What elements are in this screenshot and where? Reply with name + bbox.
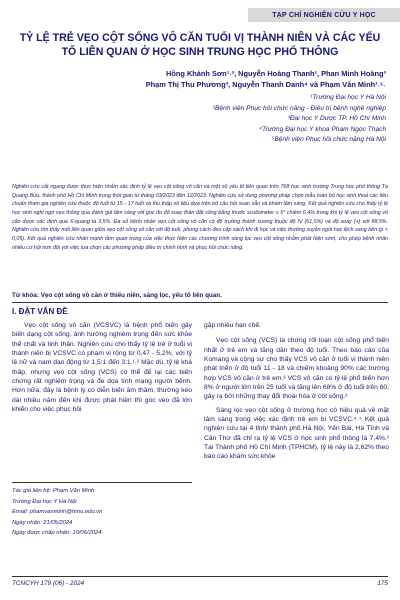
- article-title: TỶ LỆ TRẺ VẸO CỘT SỐNG VÔ CĂN TUỔI VỊ THÀNH NIÊN VÀ CÁC YẾU TỐ LIÊN QUAN Ở HỌC SINH TRUNG HỌC PHỔ THÔNG: [19, 32, 381, 58]
- corresponding-institution: Trường Đại học Y Hà Nội: [12, 498, 77, 505]
- body-paragraph: Vẹo cột sống (VCS) là chứng rối loạn cột sống phổ biến nhất ở trẻ em và tăng dần theo độ tuổi. Theo báo cáo của Komang và cộng sự cho thấy VCS vô căn ở tuổi vị thành niên phát triển ở độ tuổi 11 - 18 và chiếm khoảng 90% các trường hợp VCS vô căn ở trẻ em.³ VCS vô căn có tỷ lệ phổ biến hơn 8% ở người lớn trên 25 tuổi và tăng lên 68% ở độ tuổi trên 60, gây ra bởi những thay đổi thoái hóa ở cột sống.³: [204, 337, 389, 401]
- affiliation-item: ¹Trường Đại học Y Hà Nội: [310, 94, 386, 101]
- correspondence-box: [12, 482, 192, 539]
- body-continuation: gặp nhiều hạn chế.: [204, 322, 261, 329]
- left-column: [12, 321, 192, 414]
- corresponding-email: Email: phamvanminh@hmu.edu.vn: [12, 509, 103, 515]
- affiliation-item: ⁵Bệnh viện Phục hồi chức năng Hà Nội: [271, 136, 386, 143]
- accepted-date: Ngày được chấp nhận: 10/06/2024: [12, 530, 102, 536]
- affiliation-item: ²Bệnh viện Phục hồi chức năng - Điều trị bệnh nghề nghiệp: [212, 104, 386, 112]
- author-list: [26, 68, 386, 90]
- received-date: Ngày nhận: 21/05/2024: [12, 519, 73, 526]
- abstract-text: Nghiên cứu cắt ngang được thực hiện nhằm xác định tỷ lệ vẹo cột sống vô căn và một số yếu tố liên quan trên 768 học sinh trường Trung học phổ thông Tạ Quang Bửu, thành phố Hồ Chí Minh trong thời gian từ tháng 03/2023 đến 12/2023. Nghiên cứu sử dụng phương pháp chọn mẫu toàn bộ học sinh thoả các tiêu chuẩn tham gia nghiên cứu thuộc độ tuổi từ 15 - 17 tuổi và thu thập số liệu dựa trên bộ câu hỏi soạn sẵn và khám lâm sàng. Kết quả nghiên cứu cho thấy tỷ lệ học sinh nghi ngờ vẹo thông qua đánh giá lâm sàng với góc đo độ xoay thân đặt sống bằng thước scoliometer ≥ 5° chiếm 6,4% trong khi tỷ lệ vẹo cột sống vô căn được xác định qua X-quang là 3,5%. Đa số bệnh nhân vẹo cột sống vô căn có độ trưởng thành xương thuộc độ IV (61,5%) và độ xoay (+) với 88,5%. Nghiên cứu tìm thấy mối liên quan giữa vẹo cột sống vô căn với độ tuổi, phong cách đeo cặp sách khi đi học và việc thường xuyên ngồi học lệch sang bên (p < 0,05). Kết quả nghiên cứu nhấn mạnh tầm quan trọng của việc thực hiện các chương trình sàng lọc vẹo cột sống nhằm phát hiện sớm, cho phép bệnh nhân nhiều cơ hội hơn đối với việc lựa chọn các phương pháp điều trị chỉnh hình và phục hồi chức năng.: [12, 184, 388, 251]
- page-number: 175: [377, 580, 388, 587]
- affiliation-item: ⁴Trường Đại học Y khoa Phạm Ngọc Thạch: [259, 125, 386, 133]
- keywords-line: Từ khóa: Vẹo cột sống vô căn ở thiếu niên, sàng lọc, yếu tố liên quan.: [12, 292, 222, 299]
- affiliation-item: ³Đại học Y Dược TP. Hồ Chí Minh: [287, 115, 386, 122]
- journal-issue: TCNCYH 179 (06) - 2024: [12, 580, 85, 587]
- section-divider: [12, 302, 388, 303]
- authors-line-2: Phạm Thị Thu Phương³, Nguyễn Thanh Danh⁴ và Phạm Văn Minh¹˒⁵˒: [145, 80, 386, 89]
- affiliation-list: [56, 93, 386, 146]
- footer-divider: [12, 576, 388, 577]
- right-column: [204, 321, 389, 462]
- journal-section-tag: TẠP CHÍ NGHIÊN CỨU Y HỌC: [248, 8, 400, 22]
- body-paragraph: Vẹo cột sống vô căn (VCSVC) là bệnh phổ biến gây biến dạng cột sống, ảnh hưởng nghiêm trọng đến sức khỏe thể chất và tinh thần. Nghiên cứu cho thấy tỷ lệ trẻ ở tuổi vị thành niên bị VCSVC có phạm vi rộng từ 0,47 - 5,2%, với tỷ lệ nữ và nam dao động từ 1,5:1 đến 3:1.¹˒² Mặc dù, tỷ lệ khá thấp, nhưng vẹo cột sống (VCS) có thể để lại các biến chứng rất nghiêm trọng và đe dọa tính mạng người bệnh. Hơn nữa, đây là bệnh lý có diễn biến âm thầm, thường kéo dài nhiều năm đến khi được phát hiện thì góc vẹo đã lớn khiến cho việc phục hồi: [12, 322, 192, 414]
- section-heading: I. ĐẶT VẤN ĐỀ: [12, 307, 68, 316]
- body-paragraph: Sàng lọc vẹo cột sống ở trường học có hiệu quả về mặt lâm sàng trong việc xác định trẻ em bị VCSVC.⁴˒⁵ Kết quả nghiên cứu tại 4 tỉnh/ thành phố Hà Nội, Yên Bái, Hà Tĩnh và Cần Thơ đã chỉ ra tỷ lệ VCS ở học sinh phổ thông là 7,4%.² Tại Thành phố Hồ Chí Minh (TPHCM), tỷ lệ này là 2,62% theo báo cáo khám sức khỏe: [204, 406, 389, 461]
- corresponding-author: Tác giả liên hệ: Phạm Văn Minh: [12, 488, 95, 494]
- authors-line-1: Hồng Khánh Sơn¹˒³, Nguyễn Hoàng Thanh¹, Phan Minh Hoàng³: [166, 69, 386, 78]
